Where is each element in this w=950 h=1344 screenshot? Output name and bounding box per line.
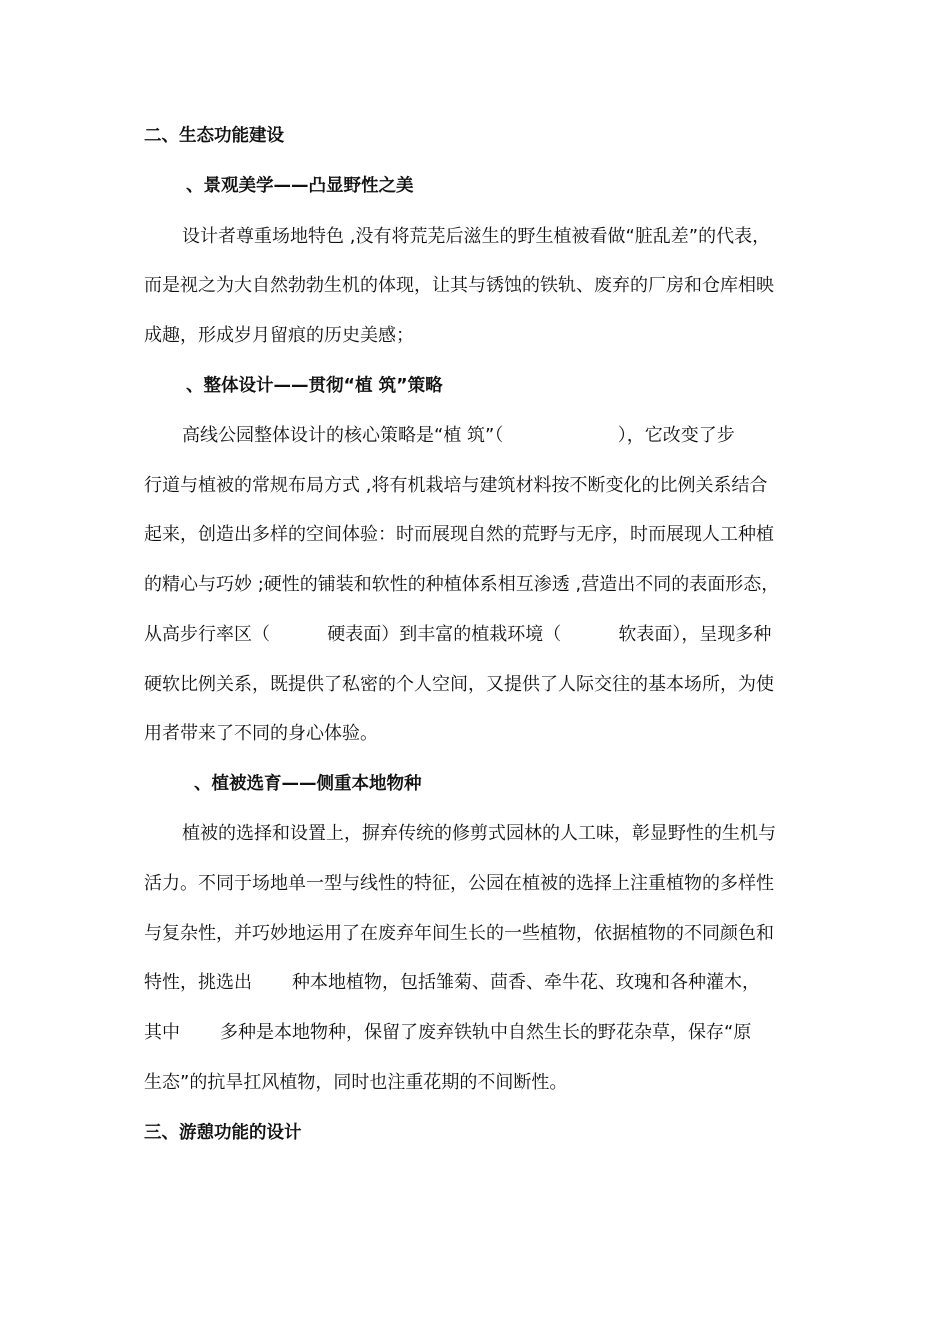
paragraph-line: 设计者尊重场地特色 ,没有将荒芜后滋生的野生植被看做“脏乱差”的代表， [182, 226, 771, 247]
paragraph-line: 行道与植被的常规布局方式 ,将有机栽培与建筑材料按不断变化的比例关系结合 [144, 475, 768, 496]
paragraph-line: 活力。不同于场地单一型与线性的特征，公园在植被的选择上注重植物的多样性 [144, 873, 774, 894]
paragraph-line: 的精心与巧妙 ;硬性的铺装和软性的种植体系相互渗透 ,营造出不同的表面形态， [144, 574, 780, 595]
paragraph-line: 其中 多种是本地物种，保留了废弃铁轨中自然生长的野花杂草，保存“原 [144, 1022, 752, 1043]
subheading-overall-design: 、整体设计——贯彻“植 筑”策略 [186, 376, 443, 396]
paragraph-line: 而是视之为大自然勃勃生机的体现，让其与锈蚀的铁轨、废弃的厂房和仓库相映 [144, 275, 774, 296]
paragraph-line: 从高步行率区（ 硬表面）到丰富的植栽环境（ 软表面），呈现多种 [144, 624, 772, 645]
paragraph-line: 高线公园整体设计的核心策略是“植 筑”（ ），它改变了步 [182, 425, 735, 446]
section-heading-recreation: 三、游憩功能的设计 [144, 1123, 302, 1143]
section-heading-ecology: 二、生态功能建设 [144, 126, 284, 146]
paragraph-line: 用者带来了不同的身心体验。 [144, 723, 378, 744]
paragraph-line: 植被的选择和设置上，摒弃传统的修剪式园林的人工味，彰显野性的生机与 [182, 823, 776, 844]
subheading-vegetation-selection: 、植被选育——侧重本地物种 [194, 774, 422, 794]
paragraph-line: 硬软比例关系，既提供了私密的个人空间，又提供了人际交往的基本场所，为使 [144, 674, 774, 695]
paragraph-line: 特性，挑选出 种本地植物，包括雏菊、茴香、牵牛花、玫瑰和各种灌木， [144, 972, 761, 993]
paragraph-line: 生态”的抗旱扛风植物，同时也注重花期的不间断性。 [144, 1072, 568, 1093]
paragraph-line: 与复杂性，并巧妙地运用了在废弃年间生长的一些植物，依据植物的不同颜色和 [144, 923, 774, 944]
paragraph-line: 成趣，形成岁月留痕的历史美感； [144, 325, 414, 346]
subheading-landscape-aesthetics: 、景观美学——凸显野性之美 [186, 176, 414, 196]
paragraph-line: 起来，创造出多样的空间体验：时而展现自然的荒野与无序，时而展现人工种植 [144, 524, 774, 545]
